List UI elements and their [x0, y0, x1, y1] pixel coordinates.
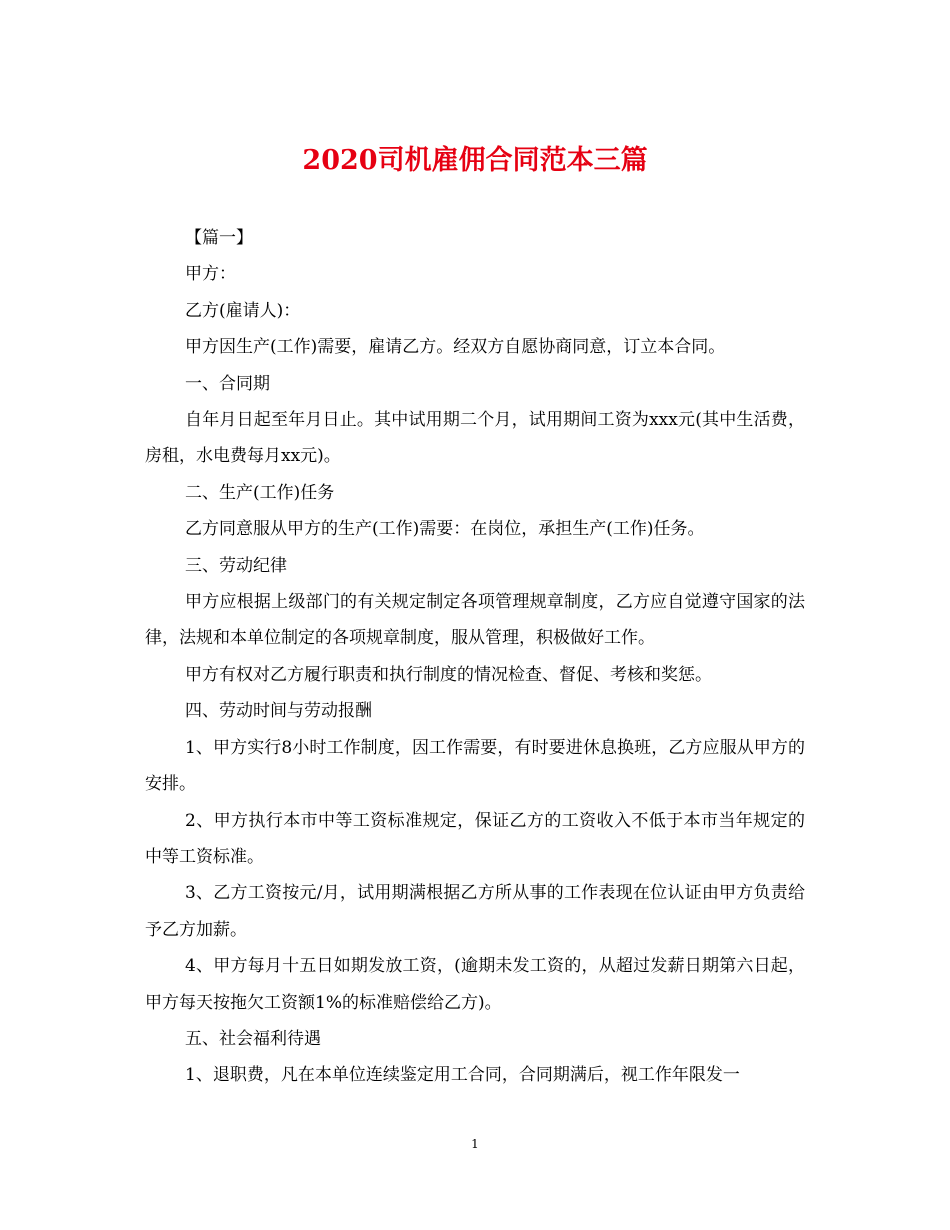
heading-labor-discipline: 三、劳动纪律	[185, 555, 287, 576]
paragraph-hours-and-pay-3: 3、乙方工资按元/月，试用期满根据乙方所从事的工作表现在位认证由甲方负责给予乙方加薪。	[145, 883, 805, 940]
heading-contract-term: 一、合同期	[185, 373, 270, 394]
paragraph-work-tasks: 乙方同意服从甲方的生产(工作)需要：在岗位，承担生产(工作)任务。	[185, 519, 705, 540]
heading-work-tasks: 二、生产(工作)任务	[185, 482, 335, 503]
paragraph-preamble: 甲方因生产(工作)需要，雇请乙方。经双方自愿协商同意，订立本合同。	[185, 337, 726, 358]
paragraph-party-a: 甲方：	[185, 264, 236, 285]
heading-hours-and-pay: 四、劳动时间与劳动报酬	[185, 701, 372, 722]
document-body	[145, 220, 805, 1094]
paragraph-hours-and-pay-2: 2、甲方执行本市中等工资标准规定，保证乙方的工资收入不低于本市当年规定的中等工资标准。	[145, 810, 805, 867]
paragraph-social-welfare-1: 1、退职费，凡在本单位连续鉴定用工合同，合同期满后，视工作年限发一	[185, 1065, 740, 1086]
paragraph-party-b: 乙方(雇请人)：	[185, 300, 301, 321]
paragraph-contract-term: 自年月日起至年月日止。其中试用期二个月，试用期间工资为xxx元(其中生活费，房租，水电费每月xx元)。	[145, 410, 805, 467]
heading-social-welfare: 五、社会福利待遇	[185, 1028, 321, 1049]
paragraph-hours-and-pay-1: 1、甲方实行8小时工作制度，因工作需要，有时要进休息换班，乙方应服从甲方的安排。	[145, 737, 805, 795]
document-title: 2020司机雇佣合同范本三篇	[302, 145, 648, 176]
paragraph-labor-discipline-2: 甲方有权对乙方履行职责和执行制度的情况检查、督促、考核和奖惩。	[185, 664, 712, 685]
paragraph-section-label: 【篇一】	[185, 228, 253, 248]
page-number: 1	[471, 1137, 479, 1151]
paragraph-labor-discipline-1: 甲方应根据上级部门的有关规定制定各项管理规章制度，乙方应自觉遵守国家的法律，法规和本单位制定的各项规章制度，服从管理，积极做好工作。	[145, 592, 805, 649]
paragraph-hours-and-pay-4: 4、甲方每月十五日如期发放工资，(逾期未发工资的，从超过发薪日期第六日起，甲方每天按拖欠工资额1%的标准赔偿给乙方)。	[145, 956, 805, 1013]
